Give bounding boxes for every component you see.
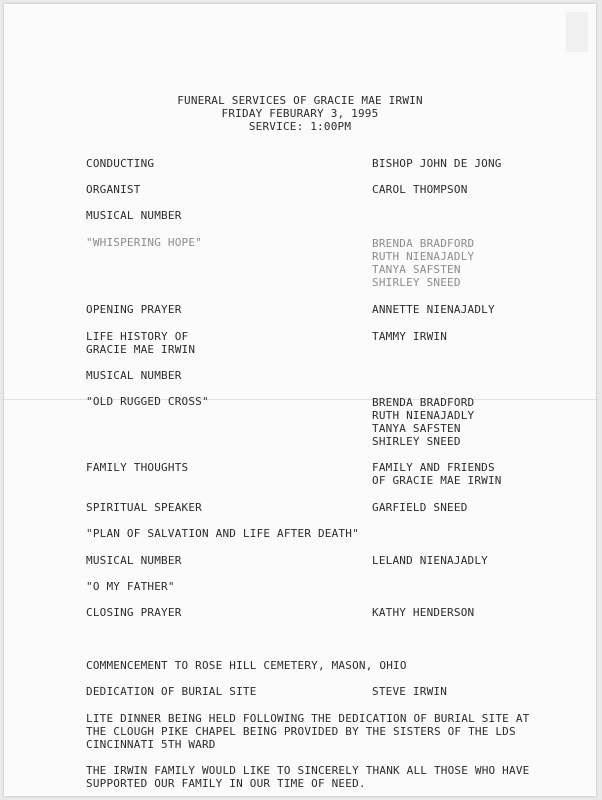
dinner-note-line: LITE DINNER BEING HELD FOLLOWING THE DEDICATION OF BURIAL SITE AT [86, 712, 530, 725]
program-name: KATHY HENDERSON [372, 606, 475, 619]
tape-mark [566, 12, 588, 52]
header-date: FRIDAY FEBURARY 3, 1995 [221, 107, 379, 120]
program-name: TANYA SAFSTEN [372, 422, 461, 435]
dedication-label: DEDICATION OF BURIAL SITE [86, 685, 257, 698]
program-name: LELAND NIENAJADLY [372, 554, 488, 567]
program-label: CLOSING PRAYER [86, 606, 182, 619]
program-name: BRENDA BRADFORD [372, 396, 475, 409]
program-name: SHIRLEY SNEED [372, 435, 461, 448]
dinner-note-line: CINCINNATI 5TH WARD [86, 738, 216, 751]
header-title: FUNERAL SERVICES OF GRACIE MAE IRWIN [177, 94, 423, 107]
program-name: FAMILY AND FRIENDS [372, 461, 495, 474]
program-name: BRENDA BRADFORD [372, 237, 475, 250]
song-title: "WHISPERING HOPE" [86, 236, 202, 249]
program-name: CAROL THOMPSON [372, 183, 468, 196]
sermon-title: "PLAN OF SALVATION AND LIFE AFTER DEATH" [86, 527, 359, 540]
program-name: GARFIELD SNEED [372, 501, 468, 514]
program-label: MUSICAL NUMBER [86, 209, 182, 222]
program-label: FAMILY THOUGHTS [86, 461, 189, 474]
program-label: OPENING PRAYER [86, 303, 182, 316]
program-label: GRACIE MAE IRWIN [86, 343, 196, 356]
dedication-name: STEVE IRWIN [372, 685, 448, 698]
header-time: SERVICE: 1:00PM [248, 120, 352, 133]
program-label: MUSICAL NUMBER [86, 369, 182, 382]
commencement-line: COMMENCEMENT TO ROSE HILL CEMETERY, MASON, OHIO [86, 659, 407, 672]
dinner-note-line: THE CLOUGH PIKE CHAPEL BEING PROVIDED BY THE SISTERS OF THE LDS [86, 725, 516, 738]
thanks-note-line: THE IRWIN FAMILY WOULD LIKE TO SINCERELY THANK ALL THOSE WHO HAVE [86, 764, 530, 777]
program-name: RUTH NIENAJADLY [372, 250, 475, 263]
thanks-note-line: SUPPORTED OUR FAMILY IN OUR TIME OF NEED. [86, 777, 366, 790]
program-label: LIFE HISTORY OF [86, 330, 189, 343]
program-name: BISHOP JOHN DE JONG [372, 157, 502, 170]
program-name: OF GRACIE MAE IRWIN [372, 474, 502, 487]
program-sheet [4, 4, 596, 796]
program-name: TANYA SAFSTEN [372, 263, 461, 276]
program-name: SHIRLEY SNEED [372, 276, 461, 289]
song-title: "OLD RUGGED CROSS" [86, 395, 209, 408]
program-name: RUTH NIENAJADLY [372, 409, 475, 422]
program-label: MUSICAL NUMBER [86, 554, 182, 567]
program-label: CONDUCTING [86, 157, 155, 170]
program-name: ANNETTE NIENAJADLY [372, 303, 495, 316]
program-label: ORGANIST [86, 183, 141, 196]
song-title: "O MY FATHER" [86, 580, 175, 593]
program-name: TAMMY IRWIN [372, 330, 448, 343]
program-label: SPIRITUAL SPEAKER [86, 501, 202, 514]
